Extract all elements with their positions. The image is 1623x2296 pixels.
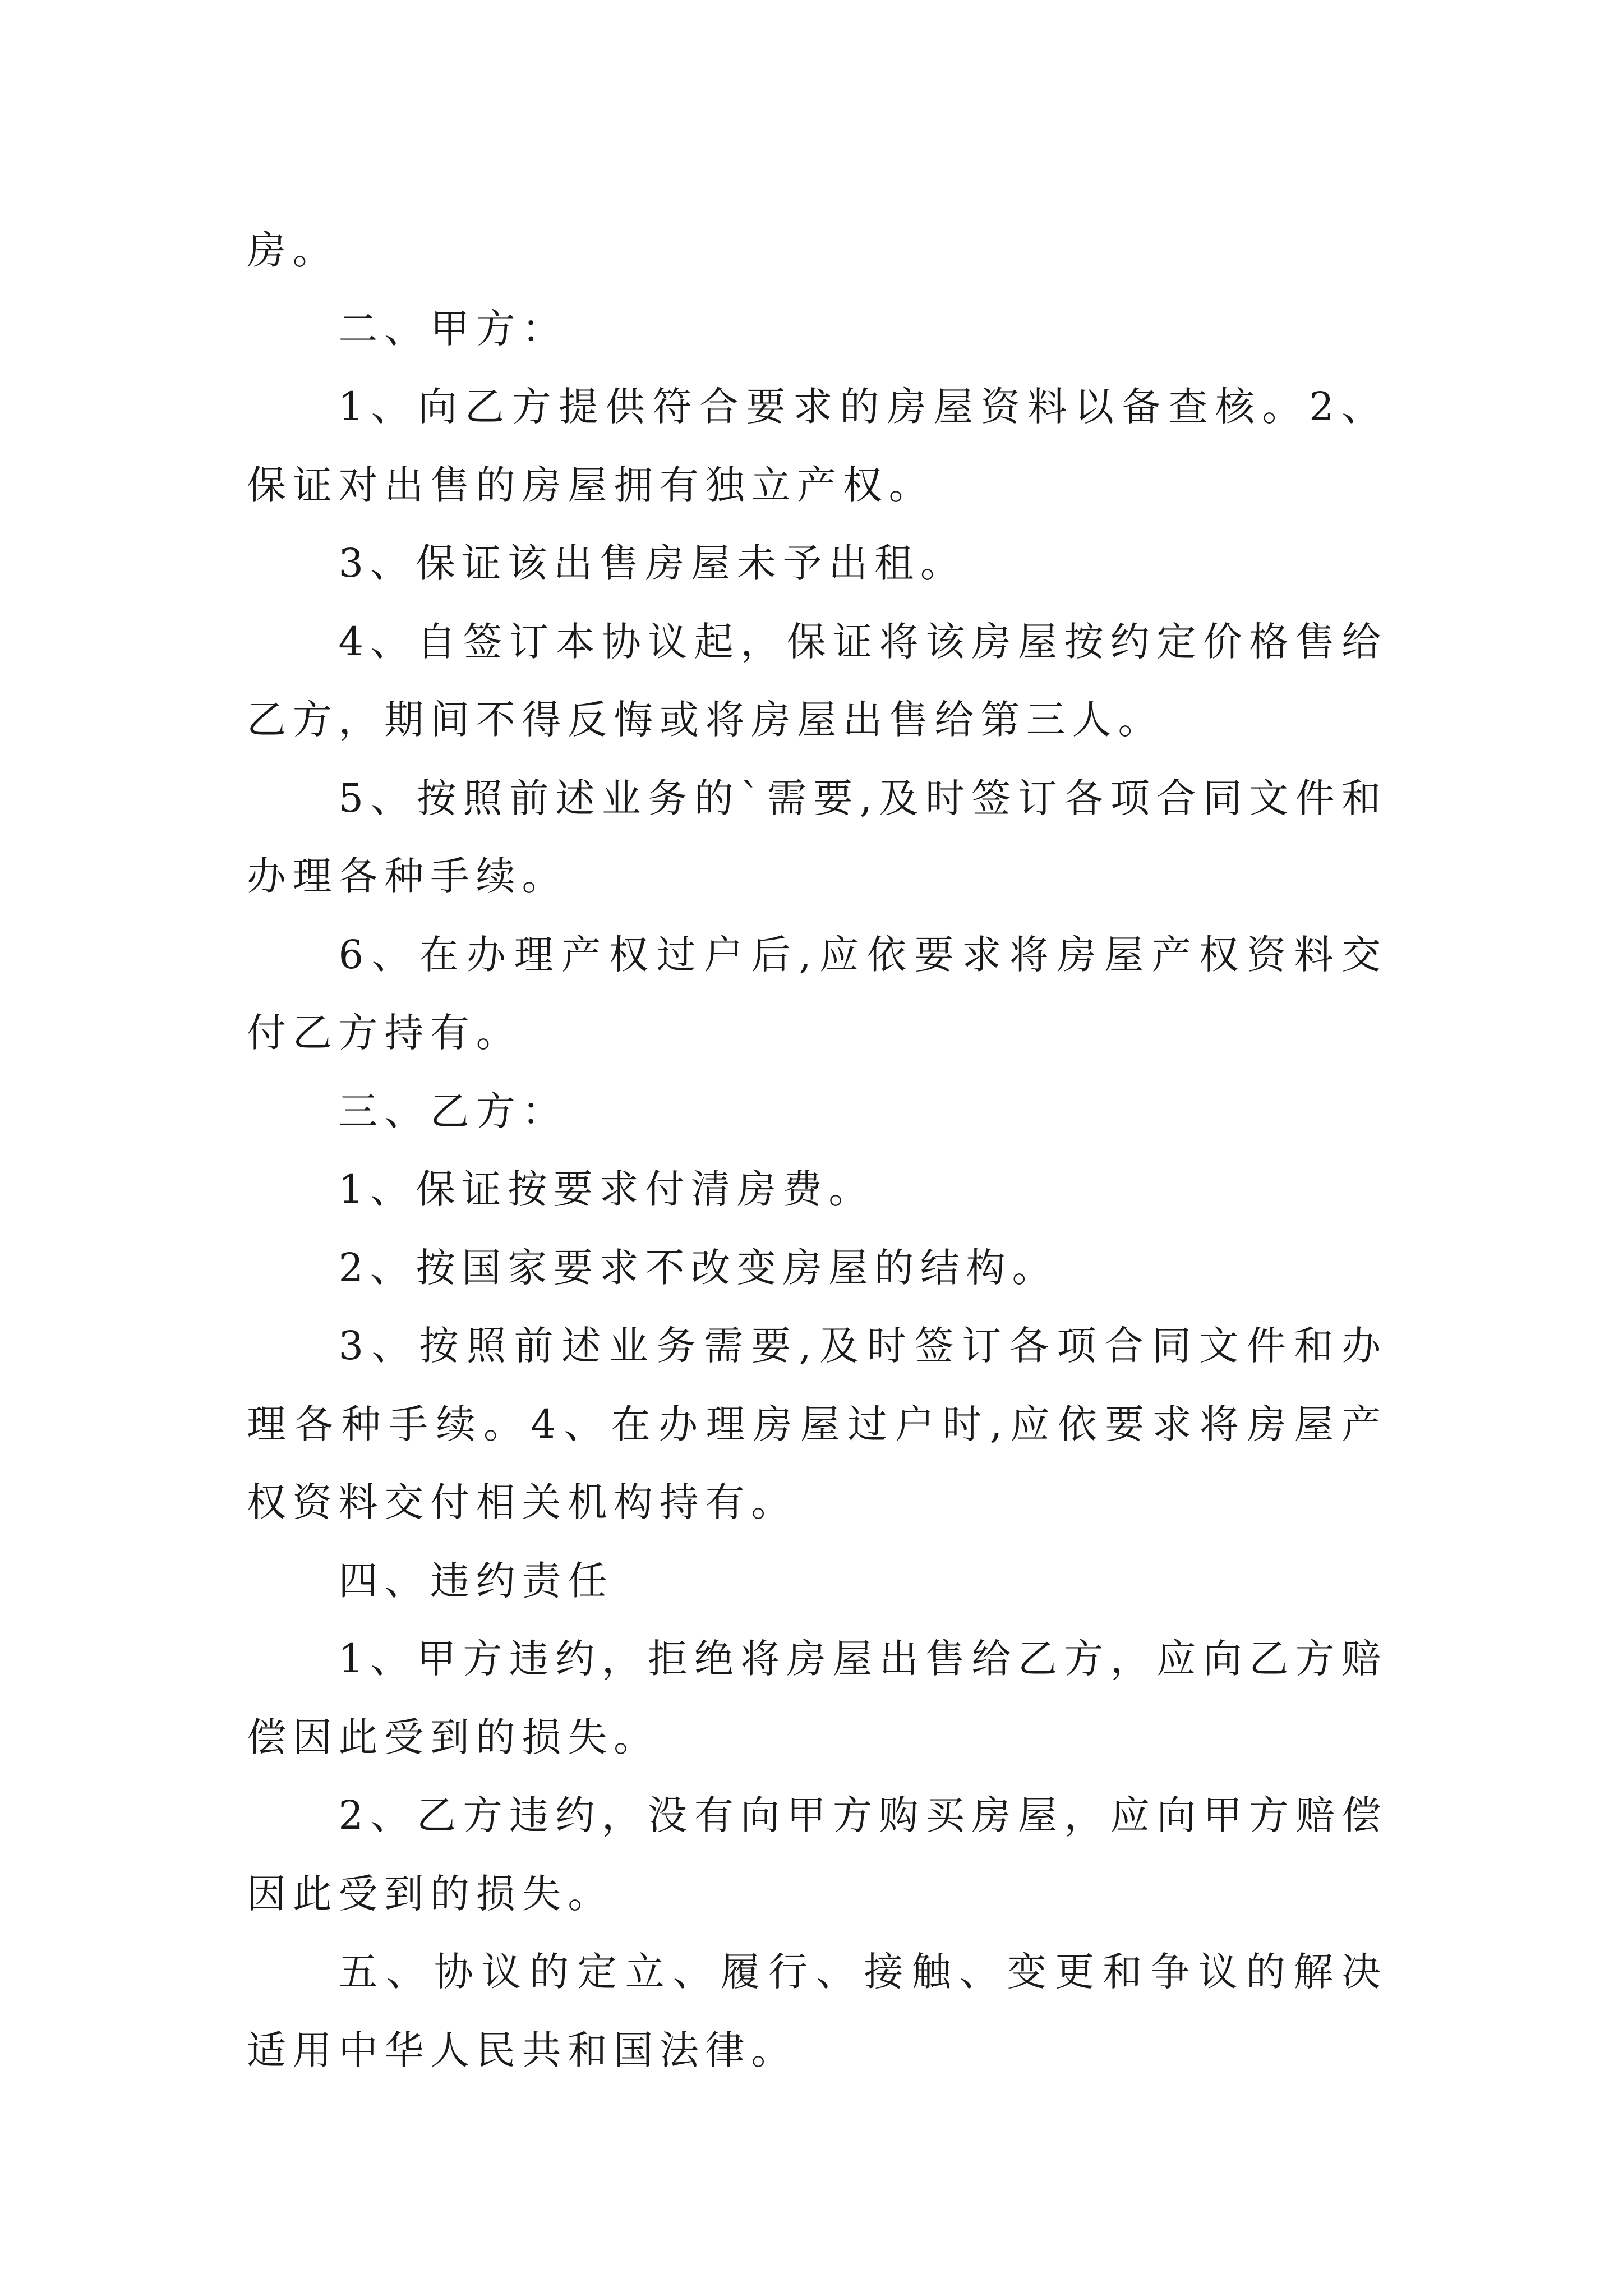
section-heading-breach: 四、违约责任 [338, 1557, 614, 1604]
party-a-clause-4: 4、自签订本协议起，保证将该房屋按约定价格售给乙方，期间不得反悔或将房屋出售给第三人。 [247, 618, 1387, 743]
section-heading-party-b: 三、乙方： [338, 1088, 568, 1134]
section-governing-law: 五、协议的定立、履行、接触、变更和争议的解决适用中华人民共和国法律。 [247, 1949, 1387, 2073]
party-a-clause-6: 6、在办理产权过户后,应依要求将房屋产权资料交付乙方持有。 [247, 931, 1387, 1056]
party-b-clause-1: 1、保证按要求付清房费。 [338, 1166, 875, 1212]
party-b-clause-2: 2、按国家要求不改变房屋的结构。 [338, 1244, 1058, 1291]
party-a-clause-5: 5、按照前述业务的`需要,及时签订各项合同文件和办理各种手续。 [247, 775, 1387, 899]
paragraph-continuation: 房。 [247, 227, 339, 273]
breach-clause-2: 2、乙方违约，没有向甲方购买房屋，应向甲方赔偿因此受到的损失。 [247, 1792, 1387, 1917]
party-a-clause-1-2: 1、向乙方提供符合要求的房屋资料以备查核。2、保证对出售的房屋拥有独立产权。 [247, 384, 1387, 508]
party-b-clause-3-4: 3、按照前述业务需要,及时签订各项合同文件和办理各种手续。4、在办理房屋过户时,应依要求将房屋产权资料交付相关机构持有。 [247, 1323, 1387, 1525]
breach-clause-1: 1、甲方违约，拒绝将房屋出售给乙方，应向乙方赔偿因此受到的损失。 [247, 1636, 1387, 1760]
document-body [247, 211, 1387, 2090]
section-heading-party-a: 二、甲方： [338, 305, 568, 352]
party-a-clause-3: 3、保证该出售房屋未予出租。 [338, 540, 966, 586]
